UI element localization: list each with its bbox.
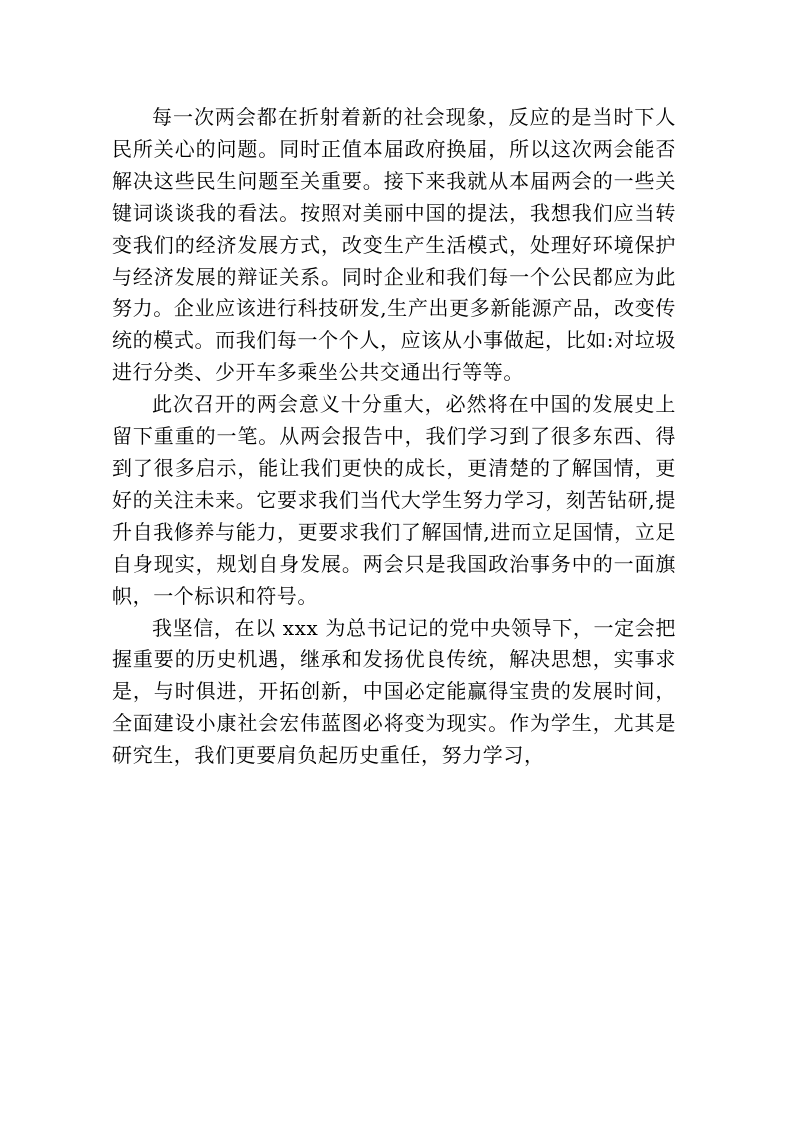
paragraph-3: 我坚信，在以 xxx 为总书记记的党中央领导下，一定会把握重要的历史机遇，继承和发扬优良传统，解决思想，实事求是，与时俱进，开拓创新，中国必定能赢得宝贵的发展时间，全面建设小康社会宏伟蓝图必将变为现实。作为学生，尤其是研究生，我们更要肩负起历史重任，努力学习， xyxy=(112,615,676,768)
document-body xyxy=(112,102,676,772)
paragraph-1: 每一次两会都在折射着新的社会现象，反应的是当时下人民所关心的问题。同时正值本届政府换届，所以这次两会能否解决这些民生问题至关重要。接下来我就从本届两会的一些关键词谈谈我的看法。按照对美丽中国的提法，我想我们应当转变我们的经济发展方式，改变生产生活模式，处理好环境保护与经济发展的辩证关系。同时企业和我们每一个公民都应为此努力。企业应该进行科技研发,生产出更多新能源产品，改变传统的模式。而我们每一个个人，应该从小事做起，比如:对垃圾进行分类、少开车多乘坐公共交通出行等等。 xyxy=(112,105,676,385)
paragraph-2: 此次召开的两会意义十分重大，必然将在中国的发展史上留下重重的一笔。从两会报告中，我们学习到了很多东西、得到了很多启示，能让我们更快的成长，更清楚的了解国情，更好的关注未来。它要求我们当代大学生努力学习，刻苦钻研,提升自我修养与能力，更要求我们了解国情,进而立足国情，立足自身现实，规划自身发展。两会只是我国政治事务中的一面旗帜，一个标识和符号。 xyxy=(112,392,676,608)
